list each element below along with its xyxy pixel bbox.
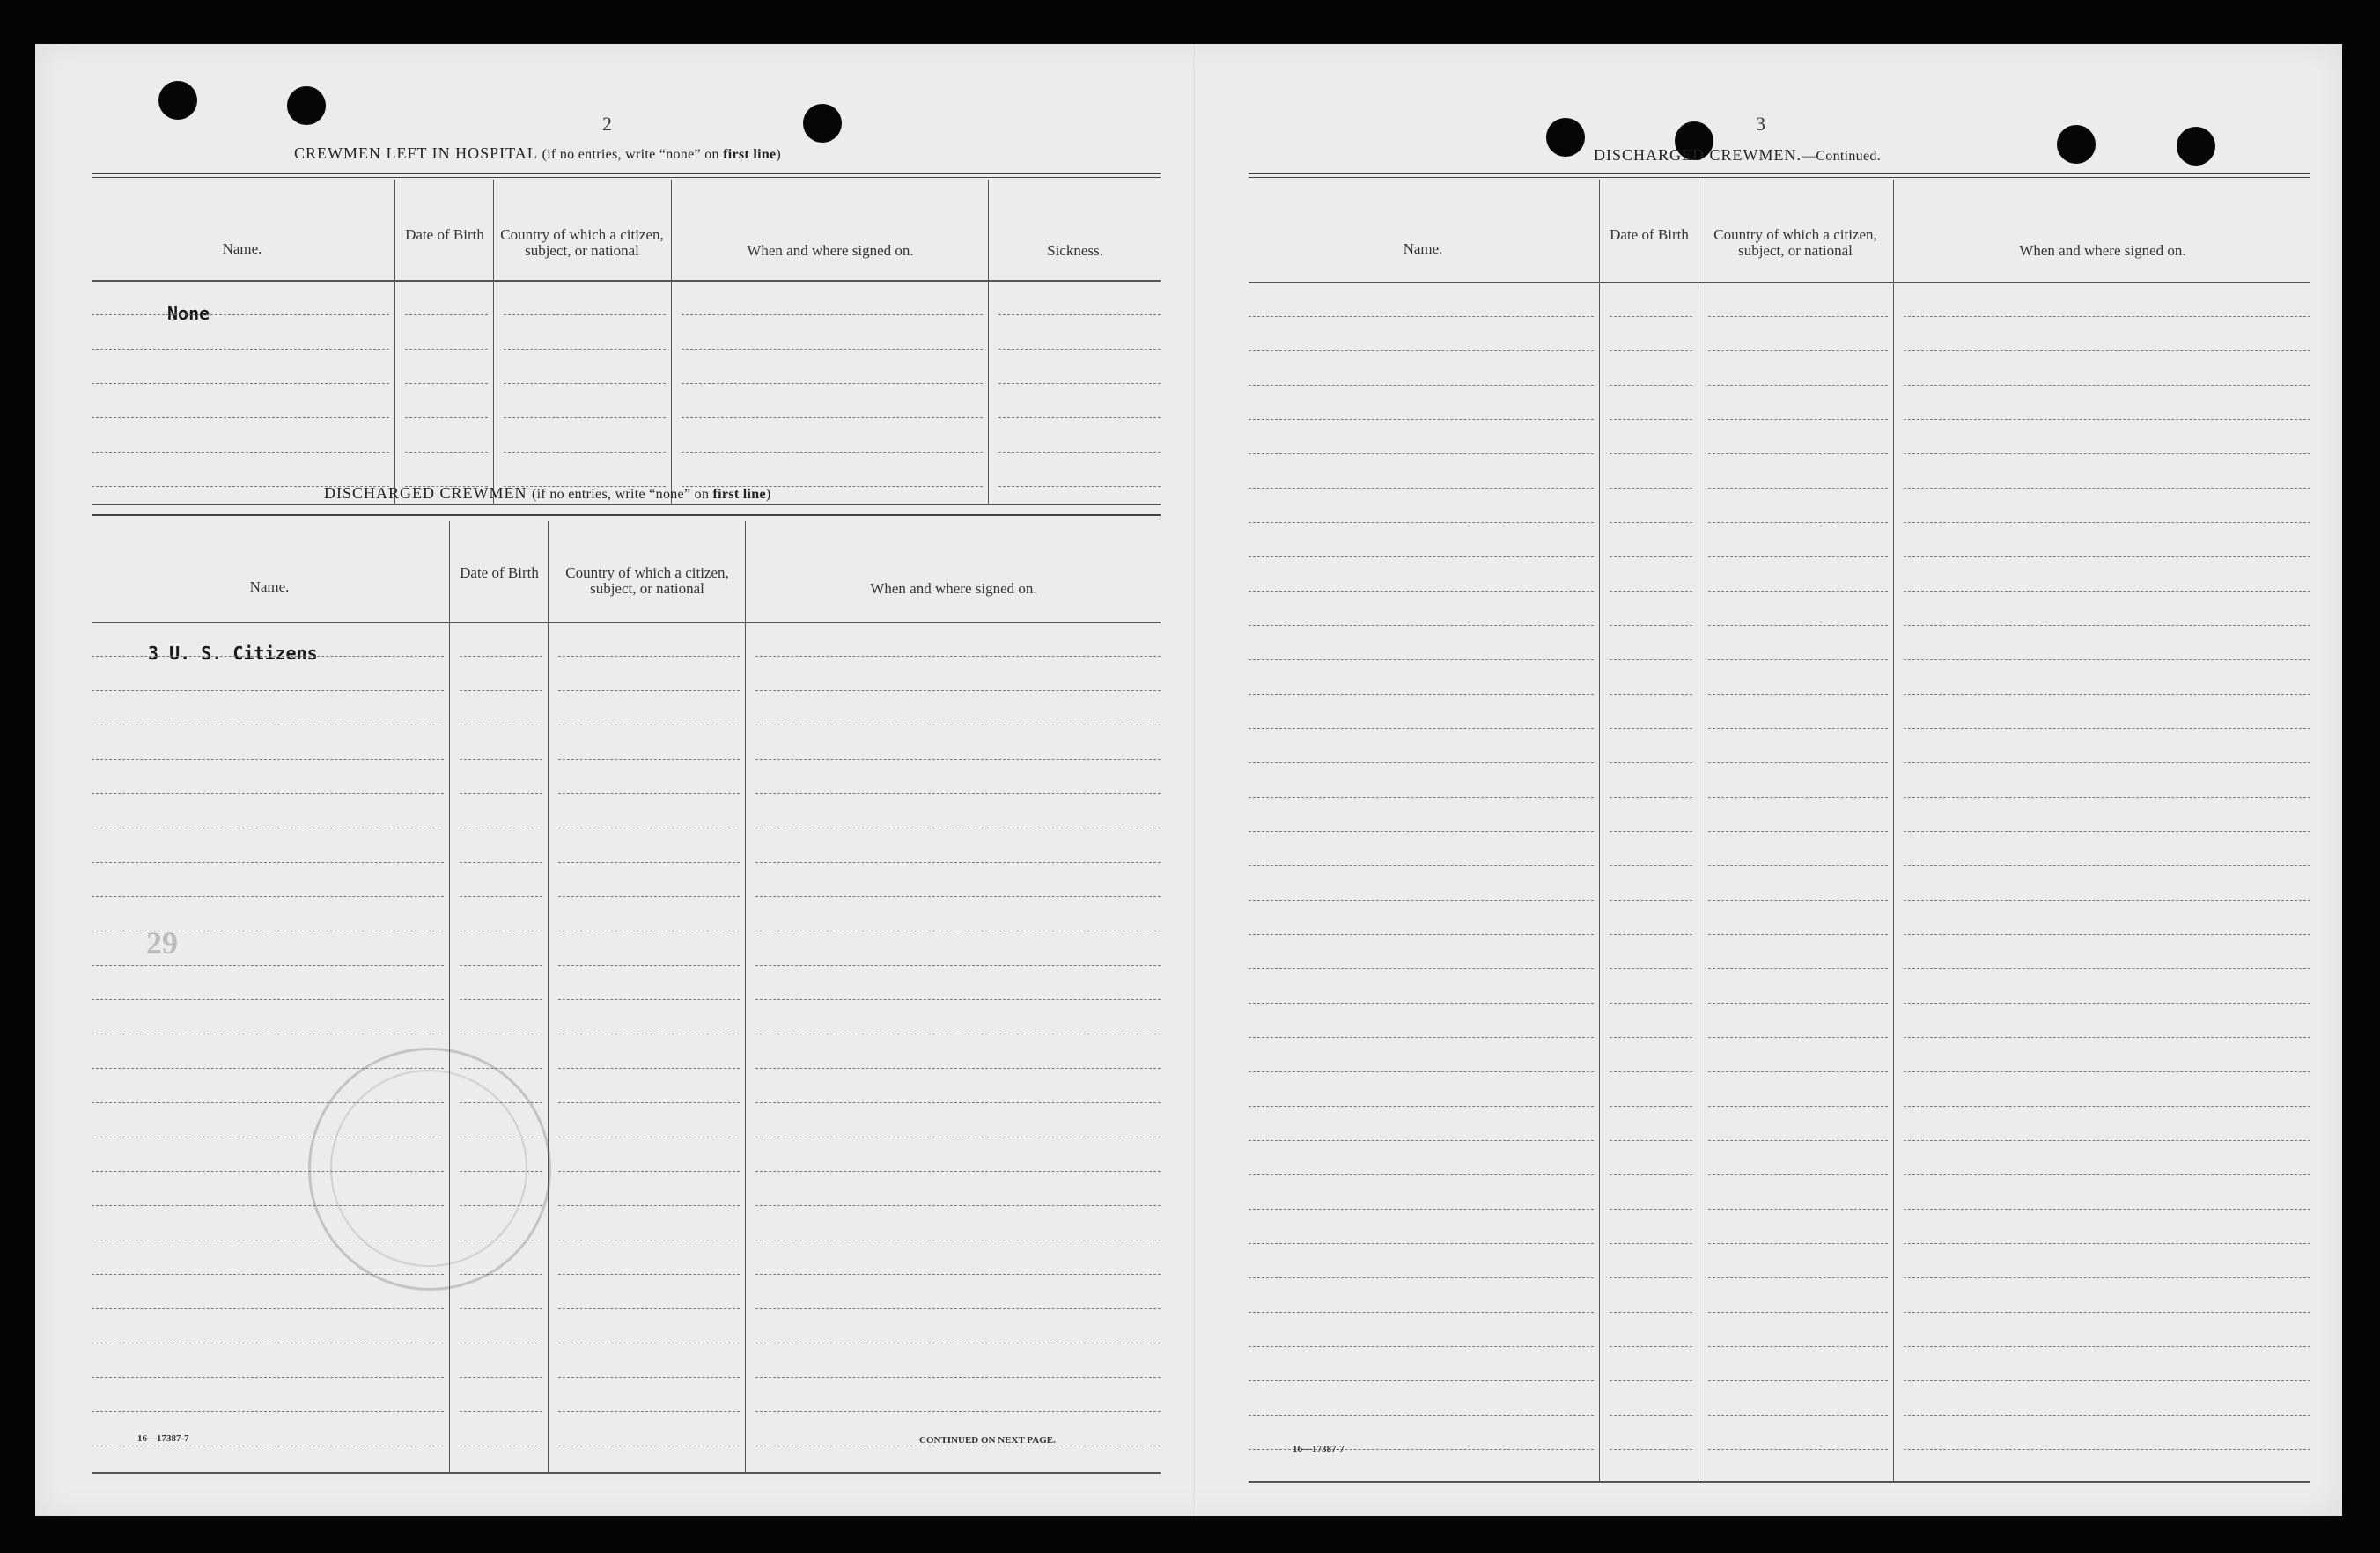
dashed-segment <box>405 349 488 350</box>
dashed-segment <box>755 1068 1161 1069</box>
punch-hole <box>158 81 197 120</box>
dashed-segment <box>92 1377 444 1378</box>
faint-handwritten-mark: 29 <box>146 925 178 961</box>
stamp-inner-ring <box>330 1070 527 1267</box>
dashed-segment <box>1249 385 1594 386</box>
dashed-segment <box>1904 831 2310 832</box>
dashed-segment <box>1610 1071 1692 1072</box>
dashed-segment <box>1904 453 2310 454</box>
dashed-segment <box>1249 1174 1594 1175</box>
dashed-segment <box>682 383 983 384</box>
dashed-segment <box>1708 1380 1888 1381</box>
dashed-segment <box>1249 1415 1594 1416</box>
dashed-segment <box>1249 797 1594 798</box>
dashed-segment <box>1904 1415 2310 1416</box>
dashed-segment <box>1249 1140 1594 1141</box>
dashed-segment <box>1610 1003 1692 1004</box>
dashed-segment <box>755 965 1161 966</box>
dashed-segment <box>92 383 389 384</box>
dashed-segment <box>1708 1209 1888 1210</box>
dashed-segment <box>1249 1071 1594 1072</box>
dashed-segment <box>1249 865 1594 866</box>
hospital-entry-none: None <box>167 303 210 324</box>
table-top-rule <box>1249 173 2310 178</box>
form-number: 16—17387-7 <box>1293 1444 1345 1454</box>
dashed-segment <box>558 1102 740 1103</box>
dashed-segment <box>92 1308 444 1309</box>
dashed-segment <box>1708 316 1888 317</box>
column-header-signed-on: When and where signed on. <box>2019 242 2186 259</box>
dashed-segment <box>1708 694 1888 695</box>
dashed-segment <box>1249 625 1594 626</box>
dashed-segment <box>1610 385 1692 386</box>
dashed-segment <box>755 1102 1161 1103</box>
dashed-segment <box>755 1171 1161 1172</box>
table-bottom-rule <box>92 504 1161 505</box>
dashed-segment <box>1610 1380 1692 1381</box>
dashed-segment <box>558 862 740 863</box>
dashed-segment <box>1904 1003 2310 1004</box>
dashed-segment <box>1249 1106 1594 1107</box>
subtitle-bold: first line <box>723 147 777 162</box>
subtitle-pre: (if no entries, write “none” on <box>542 147 724 162</box>
dashed-segment <box>558 1308 740 1309</box>
dashed-segment <box>1708 1037 1888 1038</box>
continued-note: CONTINUED ON NEXT PAGE. <box>919 1435 1056 1446</box>
column-header-country: Country of which a citizen, subject, or national <box>500 226 664 259</box>
dashed-segment <box>92 690 444 691</box>
table-top-rule <box>92 514 1161 519</box>
column-header-dob: Date of Birth <box>460 564 539 581</box>
dashed-segment <box>1249 1312 1594 1313</box>
dashed-segment <box>1610 968 1692 969</box>
dashed-segment <box>1708 350 1888 351</box>
dashed-segment <box>1708 762 1888 763</box>
table-bottom-rule <box>92 1472 1161 1474</box>
dashed-segment <box>1904 694 2310 695</box>
discharged-title-text: DISCHARGED CREWMEN <box>324 484 527 502</box>
dashed-segment <box>1708 419 1888 420</box>
dashed-segment <box>1249 1243 1594 1244</box>
dashed-segment <box>998 486 1161 487</box>
dashed-segment <box>1610 1037 1692 1038</box>
dashed-segment <box>1708 1003 1888 1004</box>
dashed-segment <box>1708 1243 1888 1244</box>
dashed-segment <box>460 759 542 760</box>
dashed-segment <box>558 1171 740 1172</box>
dashed-segment <box>1249 419 1594 420</box>
dashed-segment <box>1904 1140 2310 1141</box>
subtitle-post: ) <box>776 147 782 162</box>
dashed-segment <box>1249 591 1594 592</box>
hospital-section-title <box>294 144 781 163</box>
dashed-segment <box>1610 350 1692 351</box>
dashed-segment <box>92 965 444 966</box>
table-top-rule <box>92 173 1161 178</box>
punch-hole <box>803 104 842 143</box>
dashed-segment <box>405 383 488 384</box>
dashed-segment <box>1904 797 2310 798</box>
discharged-table <box>92 514 1161 1472</box>
dashed-segment <box>1904 556 2310 557</box>
dashed-segment <box>1904 1449 2310 1450</box>
dashed-segment <box>405 417 488 418</box>
dashed-segment <box>755 1274 1161 1275</box>
dashed-segment <box>92 759 444 760</box>
header-bottom-rule <box>92 622 1161 623</box>
dashed-segment <box>755 656 1161 657</box>
dashed-segment <box>504 417 666 418</box>
subtitle-post: ) <box>765 487 771 502</box>
dashed-segment <box>1610 453 1692 454</box>
column-header-sickness: Sickness. <box>1047 242 1103 259</box>
subtitle-pre: (if no entries, write “none” on <box>532 487 713 502</box>
dashed-segment <box>1610 831 1692 832</box>
column-divider <box>988 180 989 504</box>
dashed-segment <box>460 999 542 1000</box>
dashed-segment <box>460 1377 542 1378</box>
page-fold <box>1194 44 1197 1516</box>
column-header-name: Name. <box>249 578 290 595</box>
dashed-segment <box>1249 694 1594 695</box>
column-divider <box>548 521 549 1472</box>
column-divider <box>394 180 395 504</box>
dashed-segment <box>1249 728 1594 729</box>
column-header-signed-on: When and where signed on. <box>747 242 914 259</box>
dashed-segment <box>1904 1106 2310 1107</box>
dashed-segment <box>1249 1380 1594 1381</box>
dashed-segment <box>1904 385 2310 386</box>
dashed-segment <box>755 862 1161 863</box>
column-header-name: Name. <box>222 240 262 257</box>
dashed-segment <box>1904 419 2310 420</box>
dashed-segment <box>682 349 983 350</box>
dashed-segment <box>1610 1174 1692 1175</box>
dashed-segment <box>1610 522 1692 523</box>
dashed-segment <box>1708 1106 1888 1107</box>
dashed-segment <box>998 314 1161 315</box>
header-bottom-rule <box>92 280 1161 282</box>
dashed-segment <box>755 1308 1161 1309</box>
column-header-dob: Date of Birth <box>405 226 484 243</box>
dashed-segment <box>1610 762 1692 763</box>
dashed-segment <box>1610 1346 1692 1347</box>
dashed-segment <box>755 759 1161 760</box>
document-sheet <box>35 44 2342 1516</box>
dashed-segment <box>460 656 542 657</box>
discharged-continued-title <box>1594 146 1881 165</box>
dashed-segment <box>1249 1003 1594 1004</box>
dashed-segment <box>558 1274 740 1275</box>
hospital-title-text: CREWMEN LEFT IN HOSPITAL <box>294 144 538 162</box>
column-divider <box>1599 180 1600 1481</box>
dashed-segment <box>1249 968 1594 969</box>
dashed-segment <box>558 965 740 966</box>
hospital-subtitle <box>542 147 782 162</box>
hospital-table <box>92 173 1161 504</box>
dashed-segment <box>558 1068 740 1069</box>
dashed-segment <box>1610 1243 1692 1244</box>
dashed-segment <box>1610 488 1692 489</box>
dashed-segment <box>1610 1449 1692 1450</box>
dashed-segment <box>1708 1312 1888 1313</box>
dashed-segment <box>1708 865 1888 866</box>
dashed-segment <box>92 896 444 897</box>
dashed-segment <box>1708 1415 1888 1416</box>
dashed-segment <box>460 896 542 897</box>
dashed-segment <box>1249 659 1594 660</box>
dashed-segment <box>558 1205 740 1206</box>
dashed-segment <box>1904 1380 2310 1381</box>
dashed-segment <box>1904 522 2310 523</box>
dashed-segment <box>682 452 983 453</box>
dashed-segment <box>755 1377 1161 1378</box>
dashed-segment <box>1904 350 2310 351</box>
dashed-segment <box>1708 591 1888 592</box>
dashed-segment <box>1904 968 2310 969</box>
column-divider <box>493 180 494 504</box>
dashed-segment <box>1249 762 1594 763</box>
dashed-segment <box>1708 453 1888 454</box>
column-header-country: Country of which a citizen, subject, or national <box>565 564 729 597</box>
dashed-segment <box>1904 1174 2310 1175</box>
dashed-segment <box>1904 1312 2310 1313</box>
dashed-segment <box>1904 625 2310 626</box>
dashed-segment <box>1708 625 1888 626</box>
dashed-segment <box>1708 488 1888 489</box>
dashed-segment <box>1708 728 1888 729</box>
punch-hole <box>287 86 326 125</box>
dashed-segment <box>460 690 542 691</box>
dashed-segment <box>405 452 488 453</box>
dashed-segment <box>92 999 444 1000</box>
table-bottom-rule <box>1249 1481 2310 1483</box>
dashed-segment <box>755 896 1161 897</box>
discharged-section-title <box>324 484 771 503</box>
column-divider <box>449 521 450 1472</box>
dashed-segment <box>998 417 1161 418</box>
punch-hole <box>1546 118 1585 157</box>
column-header-dob: Date of Birth <box>1610 226 1689 243</box>
page-number: 3 <box>1756 113 1765 135</box>
dashed-segment <box>1610 900 1692 901</box>
dashed-segment <box>1708 385 1888 386</box>
dashed-segment <box>92 1411 444 1412</box>
dashed-segment <box>1610 1277 1692 1278</box>
header-bottom-rule <box>1249 282 2310 283</box>
dashed-segment <box>1249 453 1594 454</box>
dashed-segment <box>1708 1449 1888 1450</box>
dashed-segment <box>504 314 666 315</box>
dashed-segment <box>460 965 542 966</box>
dashed-segment <box>1249 1346 1594 1347</box>
subtitle-bold: first line <box>712 487 766 502</box>
dashed-segment <box>92 349 389 350</box>
dashed-segment <box>504 452 666 453</box>
dashed-segment <box>1610 728 1692 729</box>
dashed-segment <box>1904 591 2310 592</box>
column-header-signed-on: When and where signed on. <box>870 580 1037 597</box>
dashed-segment <box>1610 316 1692 317</box>
dashed-segment <box>755 793 1161 794</box>
dashed-segment <box>405 314 488 315</box>
dashed-segment <box>1610 934 1692 935</box>
dashed-segment <box>1249 1209 1594 1210</box>
continued-title-text: DISCHARGED CREWMEN. <box>1594 146 1802 164</box>
dashed-segment <box>1249 831 1594 832</box>
punch-hole <box>2057 125 2096 164</box>
dashed-segment <box>1610 865 1692 866</box>
dashed-segment <box>1904 762 2310 763</box>
dashed-segment <box>1708 797 1888 798</box>
dashed-segment <box>1610 1140 1692 1141</box>
column-divider <box>745 521 746 1472</box>
dashed-segment <box>1610 1209 1692 1210</box>
dashed-segment <box>1610 591 1692 592</box>
dashed-segment <box>1708 522 1888 523</box>
continued-suffix: —Continued. <box>1802 149 1881 164</box>
dashed-segment <box>558 896 740 897</box>
dashed-segment <box>92 452 389 453</box>
dashed-segment <box>1249 1037 1594 1038</box>
dashed-segment <box>1249 900 1594 901</box>
dashed-segment <box>504 349 666 350</box>
form-number: 16—17387-7 <box>137 1433 189 1444</box>
dashed-segment <box>1904 488 2310 489</box>
dashed-segment <box>998 452 1161 453</box>
dashed-segment <box>1904 316 2310 317</box>
dashed-segment <box>755 1205 1161 1206</box>
dashed-segment <box>1249 556 1594 557</box>
dashed-segment <box>1904 1346 2310 1347</box>
dashed-segment <box>558 793 740 794</box>
column-divider <box>671 180 672 504</box>
dashed-segment <box>755 1411 1161 1412</box>
dashed-segment <box>1708 968 1888 969</box>
dashed-segment <box>998 383 1161 384</box>
dashed-segment <box>92 314 389 315</box>
dashed-segment <box>558 656 740 657</box>
dashed-segment <box>460 793 542 794</box>
dashed-segment <box>1249 350 1594 351</box>
dashed-segment <box>755 690 1161 691</box>
dashed-segment <box>1610 625 1692 626</box>
dashed-segment <box>1904 934 2310 935</box>
dashed-segment <box>1708 1346 1888 1347</box>
page-number: 2 <box>602 113 612 135</box>
dashed-segment <box>92 656 444 657</box>
dashed-segment <box>1708 556 1888 557</box>
discharged-subtitle <box>532 487 771 502</box>
dashed-segment <box>558 690 740 691</box>
dashed-segment <box>1249 522 1594 523</box>
dashed-segment <box>1708 659 1888 660</box>
dashed-segment <box>1610 694 1692 695</box>
faded-circular-stamp <box>308 1048 551 1291</box>
discharged-entry-us-citizens: 3 U. S. Citizens <box>148 643 318 664</box>
dashed-segment <box>998 349 1161 350</box>
column-header-name: Name. <box>1403 240 1443 257</box>
dashed-segment <box>558 1411 740 1412</box>
column-divider <box>1893 180 1894 1481</box>
dashed-segment <box>1904 728 2310 729</box>
dashed-segment <box>1249 1277 1594 1278</box>
dashed-segment <box>1708 934 1888 935</box>
dashed-segment <box>1708 900 1888 901</box>
dashed-segment <box>1904 1037 2310 1038</box>
dashed-segment <box>1708 831 1888 832</box>
column-header-country: Country of which a citizen, subject, or national <box>1713 226 1877 259</box>
dashed-segment <box>1708 1140 1888 1141</box>
dashed-segment <box>755 999 1161 1000</box>
dashed-segment <box>1249 488 1594 489</box>
dashed-segment <box>1610 1312 1692 1313</box>
dashed-segment <box>1904 900 2310 901</box>
dashed-segment <box>92 417 389 418</box>
dashed-segment <box>460 1308 542 1309</box>
dashed-segment <box>1904 1209 2310 1210</box>
dashed-segment <box>1708 1174 1888 1175</box>
dashed-segment <box>682 417 983 418</box>
dashed-segment <box>558 999 740 1000</box>
dashed-segment <box>92 793 444 794</box>
dashed-segment <box>1708 1071 1888 1072</box>
dashed-segment <box>1610 1415 1692 1416</box>
dashed-segment <box>1249 934 1594 935</box>
discharged-continued-table <box>1249 173 2310 1481</box>
dashed-segment <box>1904 865 2310 866</box>
dashed-segment <box>504 383 666 384</box>
dashed-segment <box>460 1411 542 1412</box>
dashed-segment <box>1610 797 1692 798</box>
dashed-segment <box>1904 659 2310 660</box>
dashed-segment <box>460 862 542 863</box>
dashed-segment <box>1708 1277 1888 1278</box>
dashed-segment <box>558 759 740 760</box>
dashed-segment <box>1610 556 1692 557</box>
dashed-segment <box>1904 1243 2310 1244</box>
dashed-segment <box>92 862 444 863</box>
dashed-segment <box>682 314 983 315</box>
dashed-segment <box>1610 419 1692 420</box>
punch-hole <box>2177 127 2215 166</box>
dashed-segment <box>1904 1277 2310 1278</box>
dashed-segment <box>1610 1106 1692 1107</box>
dashed-segment <box>1904 1071 2310 1072</box>
dashed-segment <box>1610 659 1692 660</box>
dashed-segment <box>558 1377 740 1378</box>
dashed-segment <box>1249 316 1594 317</box>
